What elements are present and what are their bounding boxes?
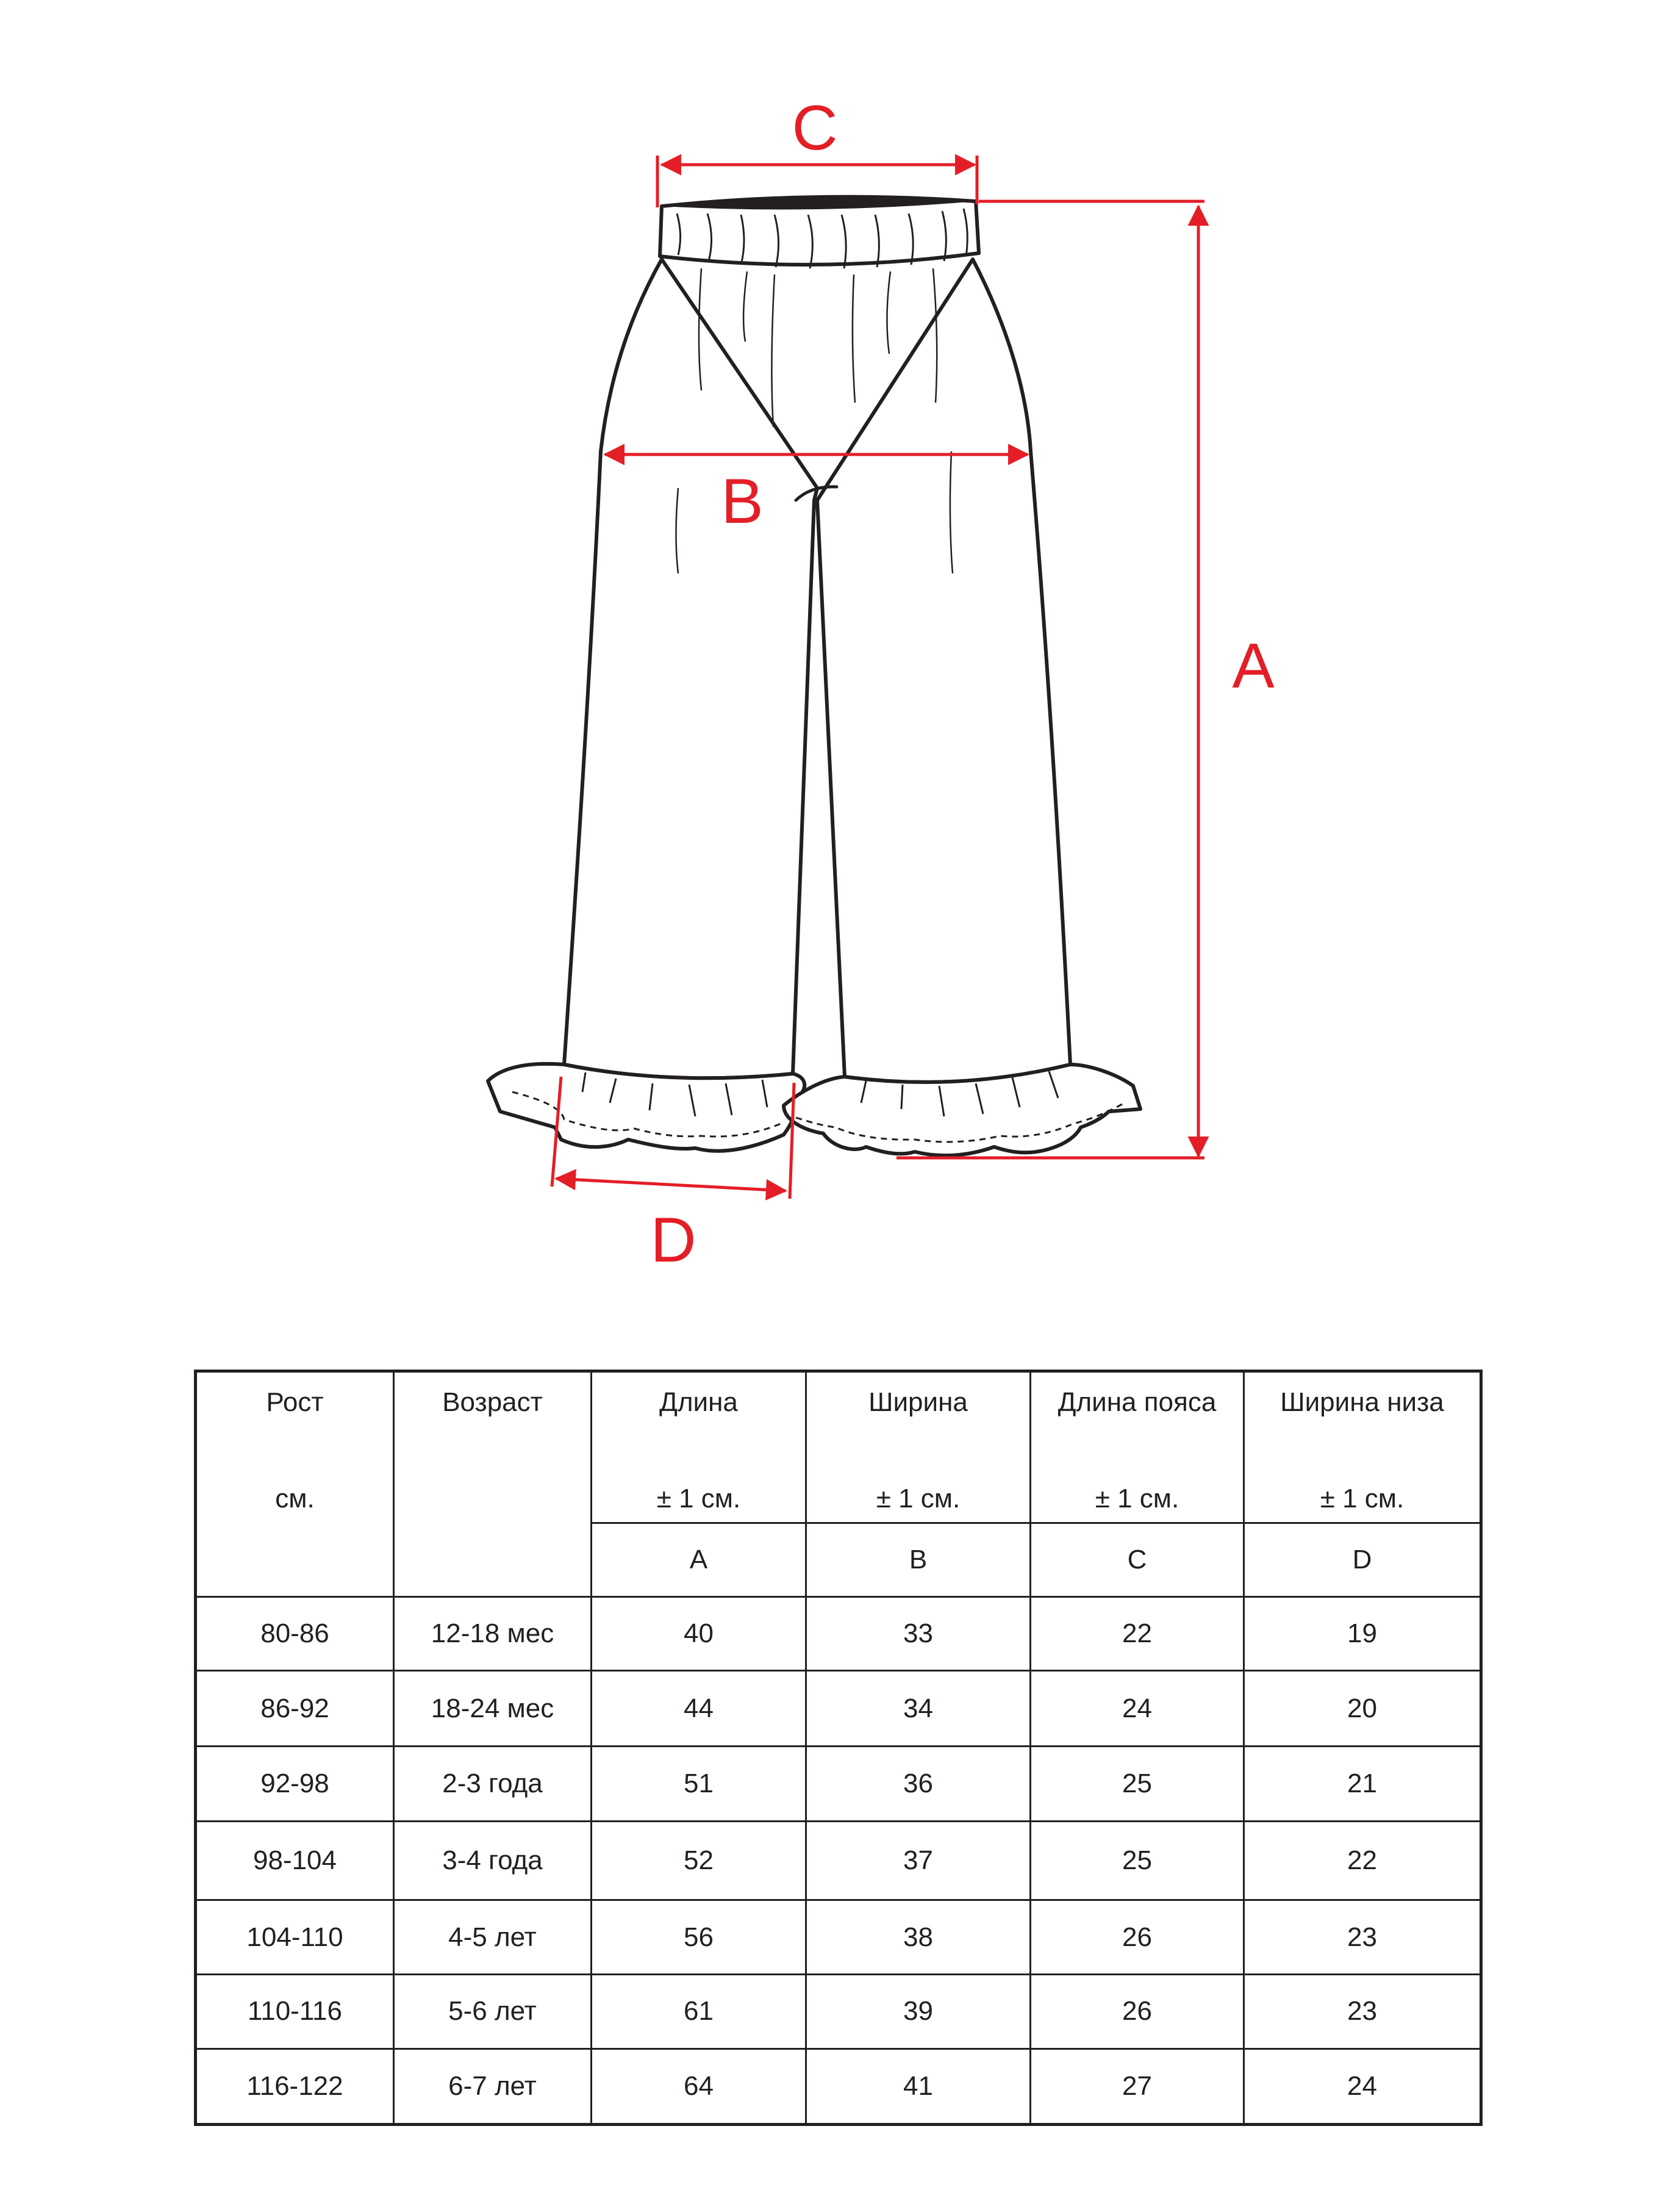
header-height — [196, 1371, 394, 1597]
cell-length: 64 — [592, 2049, 806, 2125]
cell-width: 36 — [806, 1746, 1031, 1821]
label-d: D — [650, 1205, 696, 1276]
cell-waist-length: 24 — [1031, 1671, 1244, 1746]
header-tolerance: ± 1 см. — [1320, 1484, 1405, 1514]
cell-length: 44 — [592, 1671, 806, 1746]
pants-outline — [488, 259, 1140, 1155]
cell-waist-length: 26 — [1031, 1975, 1244, 2049]
cell-hem-width: 20 — [1244, 1671, 1481, 1746]
header-tolerance: ± 1 см. — [656, 1484, 741, 1514]
cell-hem-width: 19 — [1244, 1597, 1481, 1671]
cell-hem-width: 23 — [1244, 1900, 1481, 1974]
cell-height: 110-116 — [196, 1975, 394, 2049]
right-leg — [817, 259, 1070, 1082]
cell-width: 34 — [806, 1671, 1031, 1746]
cell-age: 5-6 лет — [394, 1975, 592, 2049]
cell-waist-length: 26 — [1031, 1900, 1244, 1974]
left-ruffle — [488, 1064, 804, 1151]
cell-waist-length: 22 — [1031, 1597, 1244, 1671]
dim-line-d — [556, 1179, 786, 1191]
cell-age: 6-7 лет — [394, 2049, 592, 2125]
header-letter-d: D — [1244, 1523, 1481, 1596]
header-label: Рост — [266, 1387, 324, 1417]
header-unit: см. — [275, 1484, 315, 1514]
cell-hem-width: 23 — [1244, 1975, 1481, 2049]
cell-width: 37 — [806, 1822, 1031, 1900]
cell-age: 18-24 мес — [394, 1671, 592, 1746]
cell-width: 41 — [806, 2049, 1031, 2125]
table-row — [196, 1900, 1481, 1974]
header-width — [806, 1371, 1031, 1523]
cell-waist-length: 25 — [1031, 1822, 1244, 1900]
table-row — [196, 2049, 1481, 2125]
header-length — [592, 1371, 806, 1523]
table-row — [196, 1671, 1481, 1746]
cell-age: 4-5 лет — [394, 1900, 592, 1974]
cell-hem-width: 22 — [1244, 1822, 1481, 1900]
header-label: Возраст — [442, 1387, 543, 1417]
header-waist-length — [1031, 1371, 1244, 1523]
cell-waist-length: 27 — [1031, 2049, 1244, 2125]
cell-age: 12-18 мес — [394, 1597, 592, 1671]
table-row — [196, 1597, 1481, 1671]
size-chart-table — [194, 1370, 1483, 2126]
cell-width: 33 — [806, 1597, 1031, 1671]
cell-length: 40 — [592, 1597, 806, 1671]
cell-height: 104-110 — [196, 1900, 394, 1974]
header-label: Длина пояса — [1058, 1387, 1217, 1417]
header-label: Длина — [659, 1387, 738, 1417]
cell-age: 2-3 года — [394, 1746, 592, 1821]
header-label: Ширина — [868, 1387, 968, 1417]
label-b: B — [721, 466, 764, 537]
cell-height: 98-104 — [196, 1822, 394, 1900]
cell-age: 3-4 года — [394, 1822, 592, 1900]
header-tolerance: ± 1 см. — [1095, 1484, 1179, 1514]
cell-length: 52 — [592, 1822, 806, 1900]
header-letter-c: C — [1031, 1523, 1244, 1596]
label-c: C — [792, 93, 838, 163]
left-leg — [564, 259, 817, 1078]
cell-length: 56 — [592, 1900, 806, 1974]
table-row — [196, 1822, 1481, 1900]
cell-width: 38 — [806, 1900, 1031, 1974]
header-hem-width — [1244, 1371, 1481, 1523]
cell-width: 39 — [806, 1975, 1031, 2049]
cell-waist-length: 25 — [1031, 1746, 1244, 1821]
cell-hem-width: 24 — [1244, 2049, 1481, 2125]
cell-height: 92-98 — [196, 1746, 394, 1821]
header-letter-b: B — [806, 1523, 1031, 1596]
label-a: A — [1232, 631, 1275, 702]
header-tolerance: ± 1 см. — [876, 1484, 961, 1514]
cell-height: 86-92 — [196, 1671, 394, 1746]
header-letter-a: A — [592, 1523, 806, 1596]
header-age — [394, 1371, 592, 1597]
cell-hem-width: 21 — [1244, 1746, 1481, 1821]
cell-length: 61 — [592, 1975, 806, 2049]
table-row — [196, 1975, 1481, 2049]
cell-height: 116-122 — [196, 2049, 394, 2125]
waistband — [660, 197, 979, 268]
cell-length: 51 — [592, 1746, 806, 1821]
table-header-row — [196, 1371, 1481, 1523]
header-label: Ширина низа — [1280, 1387, 1444, 1417]
cell-height: 80-86 — [196, 1597, 394, 1671]
table-row — [196, 1746, 1481, 1821]
